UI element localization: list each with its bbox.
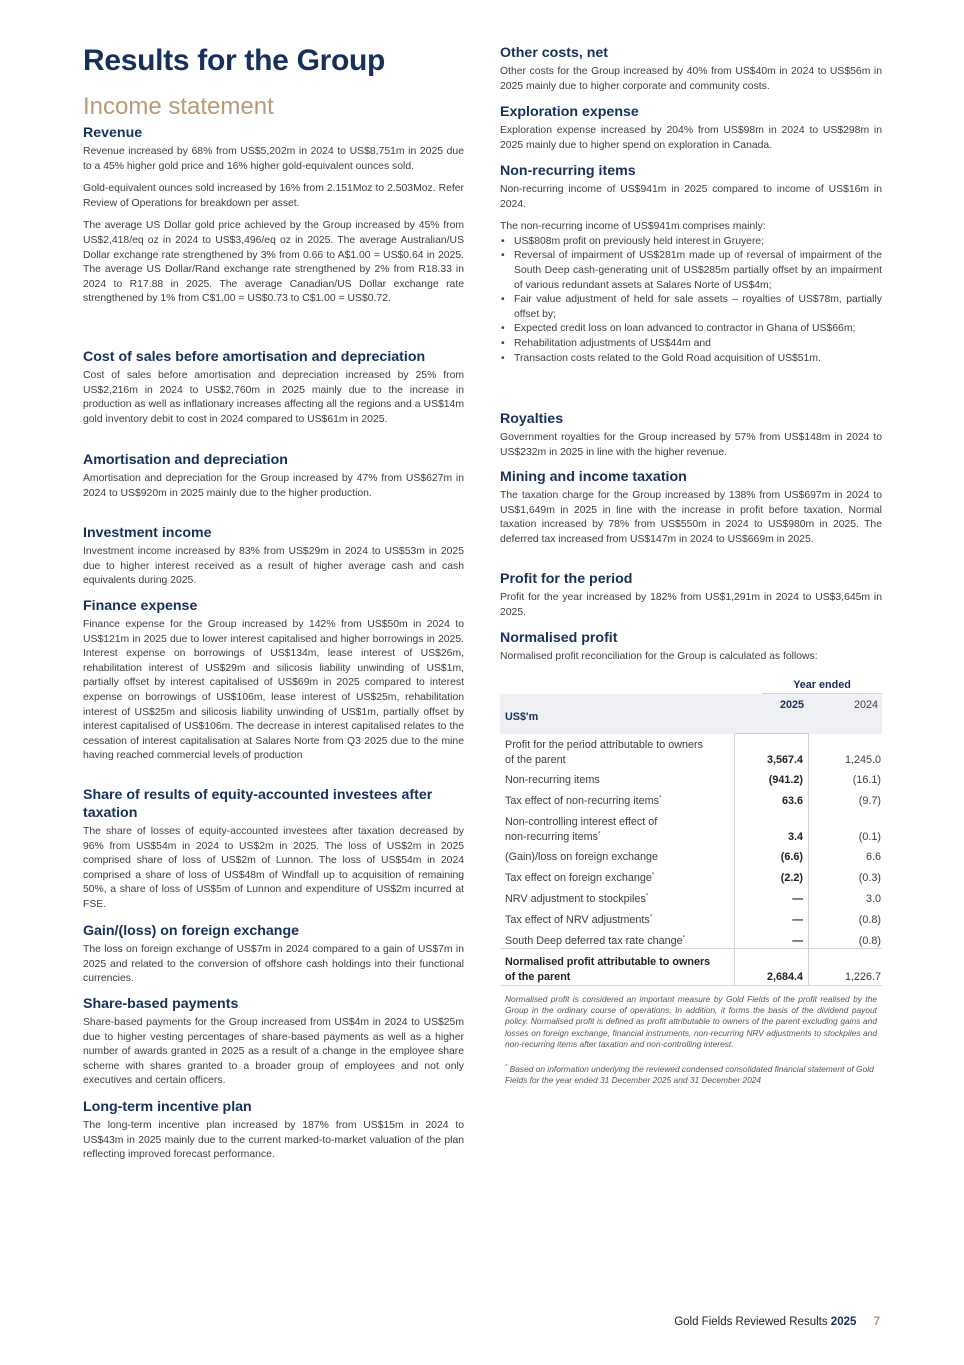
- normalised-profit-note: Normalised profit is considered an important measure by Gold Fields of the profit realised by the Group in the ordinary course of operations. In addition, it forms the basis of the dividend payout policy. Normalised profit is defined as profit attributable to owners of the parent excluding gains and losses on foreign exchange, financial instruments, non-recurring NRV adjustments to stockpiles and non-recurring items after taxation and non-controlling interest.: [505, 994, 877, 1049]
- paragraph: Profit for the year increased by 182% from US$1,291m in 2024 to US$3,645m in 2025.: [500, 592, 882, 618]
- row-label: Tax effect of NRV adjustments*: [505, 914, 653, 926]
- value-2025: 3.4: [787, 830, 803, 843]
- section-heading: Investment income: [83, 525, 212, 541]
- section: [500, 570, 882, 620]
- section-heading: Cost of sales before amortisation and depreciation: [83, 349, 426, 365]
- unit-label: US$'m: [505, 711, 539, 723]
- section-subtitle: Income statement: [83, 93, 274, 120]
- section-heading: Share-based payments: [83, 996, 239, 1012]
- footer-text: Gold Fields Reviewed Results: [674, 1316, 828, 1328]
- value-2025: 2,684.4: [766, 970, 803, 983]
- paragraph: Normalised profit reconciliation for the Group is calculated as follows:: [500, 651, 818, 662]
- paragraph: Amortisation and depreciation for the Group increased by 47% from US$627m in 2024 to US$920m in 2025 mainly due to the higher production.: [83, 473, 464, 499]
- col-2024-header: 2024: [853, 699, 878, 711]
- row-label: Profit for the period attributable to owners of the parent: [505, 739, 704, 766]
- table-rule: [500, 985, 882, 986]
- section: [500, 103, 882, 153]
- list-item: • Rehabilitation adjustments of US$44m and: [500, 337, 882, 352]
- section-heading: Gain/(loss) on foreign exchange: [83, 923, 299, 939]
- section-heading: Amortisation and depreciation: [83, 452, 288, 468]
- paragraph: Exploration expense increased by 204% from US$98m in 2024 to US$298m in 2025 mainly due to higher spend on exploration in Canada.: [500, 125, 882, 151]
- section: [83, 786, 464, 913]
- row-label: Normalised profit attributable to owners of the parent: [505, 956, 711, 983]
- section-heading: Exploration expense: [500, 104, 639, 120]
- bullet-list: [500, 235, 882, 366]
- section-heading: Profit for the period: [500, 571, 633, 587]
- section: [83, 1098, 464, 1163]
- section-heading: Revenue: [83, 125, 143, 141]
- value-2024: (0.1): [858, 830, 881, 843]
- paragraph: Cost of sales before amortisation and depreciation increased by 25% from US$2,216m in 2024 to US$2,760m in 2025 mainly due to the increase in production as well as inflationary increases affecting all the regions and a US$14m gold inventory debit to cost in 2024 compared to US$61m in 2025.: [83, 370, 464, 425]
- section: [83, 124, 464, 307]
- value-2025: (941.2): [768, 774, 803, 786]
- paragraph: The loss on foreign exchange of US$7m in 2024 compared to a gain of US$7m in 2025 and related to the conversion of offshore cash holdings into their functional currencies.: [83, 944, 464, 985]
- paragraph: The average US Dollar gold price achieved by the Group increased by 45% from US$2,418/eq oz in 2024 to US$3,496/eq oz in 2025. The average Australian/US Dollar exchange rate strengthened by 3% from 0.66 to A$1.00 = US$0.64 in 2025. The average US Dollar/Rand exchange rate strengthened by 2% from R18.33 in 2024 to R17.88 in 2025. The average Canadian/US Dollar exchange rate strengthened by 1% from C$1.00 = US$0.73 to C$1.00 = US$0.72.: [83, 220, 464, 305]
- value-2024: (0.8): [858, 914, 881, 926]
- paragraph: Share-based payments for the Group increased from US$4m in 2024 to US$25m due to higher vesting percentages of share-based payments as well as a higher number of awards granted in 2025 as a result of a change in the employee share scheme with shares granted to a broader group of employees and not only executives and certain officers.: [83, 1017, 464, 1087]
- section: [83, 524, 464, 589]
- paragraph: Finance expense for the Group increased by 142% from US$50m in 2024 to US$121m in 2025 due to lower interest capitalised and higher borrowings in 2025. Interest expense on borrowings of US$134m, lease interest of US$26m, rehabilitation interest of US$29m and silicosis liability unwinding of US$1m, partially offset by interest capitalised of US$69m in 2025 compared to interest expense on borrowings of US$106m, lease interest of US$25m, rehabilitation interest of US$25m and silicosis liability unwinding of US$1m, partially offset by interest capitalised of US$106m. The decrease in interest capitalised relates to the cessation of interest capitalisation at Salares Norte from Q3 2025 due to the mine having reached commercial levels of production: [83, 619, 464, 762]
- value-2024: 3.0: [865, 893, 881, 905]
- section: [83, 451, 464, 501]
- list-item: • Reversal of impairment of US$281m made up of reversal of impairment of the South Deep cash-generating unit of US$285m partially offset by an impairment of various redundant assets at Salares Norte of US$4m;: [500, 249, 882, 293]
- section-heading: Share of results of equity-accounted investees after taxation: [83, 787, 433, 821]
- section-heading: Non-recurring items: [500, 163, 636, 179]
- footnote: * Based on information underlying the reviewed condensed consolidated financial statement of Gold Fields for the year ended 31 December 2025 and 31 December 2024: [505, 1064, 874, 1086]
- value-2024: (16.1): [852, 774, 881, 786]
- section: [83, 348, 464, 427]
- row-label: NRV adjustment to stockpiles*: [505, 893, 649, 905]
- row-label: Non-controlling interest effect of non-recurring items*: [505, 816, 658, 843]
- col-2025-header: 2025: [779, 699, 804, 711]
- page-number: 7: [873, 1316, 880, 1328]
- section-heading: Royalties: [500, 411, 564, 427]
- list-item: • Fair value adjustment of held for sale assets – royalties of US$78m, partially offset by;: [500, 293, 882, 322]
- value-2024: 1,245.0: [844, 753, 881, 766]
- footer-year: 2025: [830, 1316, 857, 1328]
- value-2025: (6.6): [780, 851, 803, 863]
- paragraph: Gold-equivalent ounces sold increased by 16% from 2.151Moz to 2.503Moz. Refer Review of Operations for breakdown per asset.: [83, 183, 464, 209]
- value-2024: 1,226.7: [844, 970, 881, 983]
- page-title: Results for the Group: [83, 44, 386, 77]
- section: [500, 162, 882, 366]
- value-2024: (0.8): [858, 935, 881, 947]
- paragraph: The non-recurring income of US$941m comprises mainly:: [500, 221, 766, 233]
- row-label: South Deep deferred tax rate change*: [505, 935, 686, 947]
- value-2025: —: [792, 935, 803, 947]
- list-item: • Transaction costs related to the Gold Road acquisition of US$51m.: [500, 352, 882, 367]
- paragraph: The long-term incentive plan increased by 187% from US$15m in 2024 to US$43m in 2025 mainly due to the current marked-to-market valuation of the plan reflecting improved forecast performance.: [83, 1120, 464, 1161]
- section-heading: Long-term incentive plan: [83, 1099, 252, 1115]
- table-rule: [500, 948, 882, 949]
- section: [83, 597, 464, 764]
- paragraph: The taxation charge for the Group increased by 138% from US$697m in 2024 to US$1,649m in 2025 in line with the increase in profit before taxation. Normal taxation increased by 78% from US$550m in 2024 to US$980m in 2025. The deferred tax increased from US$147m in 2024 to US$669m in 2025.: [500, 490, 882, 545]
- paragraph: Investment income increased by 83% from US$29m in 2024 to US$53m in 2025 due to higher interest received as a result of higher average cash and cash equivalents during 2025.: [83, 546, 464, 587]
- year-ended-header: Year ended: [793, 679, 851, 691]
- page-footer: [600, 1316, 880, 1328]
- paragraph: Non-recurring income of US$941m in 2025 compared to income of US$16m in 2024.: [500, 184, 882, 210]
- list-item: • Expected credit loss on loan advanced to contractor in Ghana of US$66m;: [500, 322, 882, 337]
- section: [500, 410, 882, 460]
- section-heading: Mining and income taxation: [500, 469, 687, 485]
- list-item: • US$808m profit on previously held interest in Gruyere;: [500, 235, 882, 250]
- row-label: Tax effect on foreign exchange*: [505, 872, 655, 884]
- section-heading: Finance expense: [83, 598, 198, 614]
- section-heading: Normalised profit: [500, 630, 618, 646]
- section: [500, 468, 882, 547]
- value-2025: 3,567.4: [766, 753, 803, 766]
- paragraph: The share of losses of equity-accounted investees after taxation decreased by 96% from US$54m in 2024 to US$2m in 2025. The loss of US$2m in 2025 comprised share of loss of US$2m of Lunnon. The loss of US$54m in 2024 comprised a share of loss of US$48m of Windfall up to acquisition of remaining 50%, a share of loss of US$5m of Lunnon and expenditure of US$2m incurred at FSE.: [83, 826, 464, 910]
- paragraph: Other costs for the Group increased by 40% from US$40m in 2024 to US$56m in 2025 mainly due to higher corporate and community costs.: [500, 66, 882, 92]
- section: [83, 995, 464, 1089]
- section-heading: Other costs, net: [500, 45, 609, 61]
- row-label: (Gain)/loss on foreign exchange: [505, 851, 659, 863]
- row-label: Non-recurring items: [505, 774, 600, 786]
- value-2025: 63.6: [781, 795, 803, 807]
- value-2024: (0.3): [858, 872, 881, 884]
- value-2024: (9.7): [858, 795, 881, 807]
- value-2025: —: [792, 914, 803, 926]
- row-label: Tax effect of non-recurring items*: [505, 795, 662, 807]
- section: [500, 44, 882, 94]
- value-2025: —: [792, 893, 803, 905]
- section: [500, 629, 882, 665]
- paragraph: Government royalties for the Group increased by 57% from US$148m in 2024 to US$232m in 2025 in line with the higher revenue.: [500, 432, 882, 458]
- paragraph: Revenue increased by 68% from US$5,202m in 2024 to US$8,751m in 2025 due to a 45% higher gold price and 16% higher gold-equivalent ounces sold.: [83, 146, 464, 172]
- value-2025: (2.2): [780, 872, 803, 884]
- value-2024: 6.6: [865, 851, 881, 863]
- section: [83, 922, 464, 987]
